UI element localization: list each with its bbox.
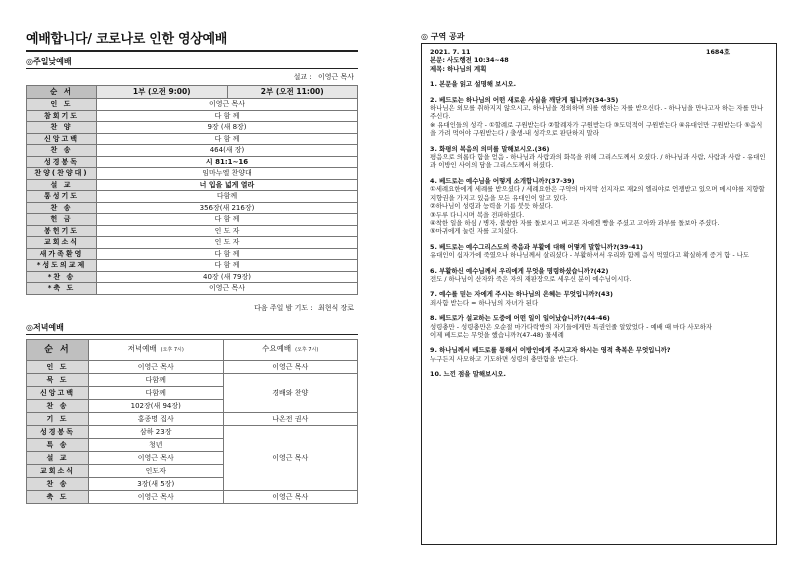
order-label: 찬 송 xyxy=(27,202,97,214)
order-value: 40장 (새 79장) xyxy=(97,271,358,283)
answer-text: ②하나님이 성령과 능력을 기름 붓듯 하셨다. xyxy=(430,202,553,211)
wed-worship: 경배와 찬양 xyxy=(223,373,358,412)
question: 3. 화평의 복음의 의미를 말해보시오.(36) xyxy=(430,144,550,153)
morning-section-label: ◎주일낮예배 xyxy=(26,55,358,69)
answer-text: 죄사함 받는다 = 하나님의 자녀가 된다 xyxy=(430,298,539,307)
table-row xyxy=(27,122,358,134)
order-label: 새가족환영 xyxy=(27,248,97,260)
morning-header-second: 2부 (오전 11:00) xyxy=(227,86,358,99)
question: 8. 베드로가 설교하는 도중에 어떤 일이 일어났습니까?(44-46) xyxy=(430,314,610,323)
question: 5. 베드로는 예수그리스도의 죽음과 부활에 대해 어떻게 말합니까?(39-41) xyxy=(430,242,643,251)
lesson-date: 2021. 7. 11 xyxy=(430,48,471,56)
answer-text: 하나님은 외모를 취하지지 않으시고, 하나님을 경외하며 의를 행하는 자를 받으신다. - 하나님을 만나고자 하는 자를 만나주신다. xyxy=(430,104,764,121)
table-row xyxy=(27,145,358,157)
morning-order-table xyxy=(26,85,358,295)
morning-header-row xyxy=(27,86,358,99)
table-row xyxy=(27,133,358,145)
order-value: 다함께 xyxy=(97,191,358,203)
evening-header-sunday: 저녁예배 (오후 7시) xyxy=(89,339,224,360)
order-label: 신앙고백 xyxy=(27,133,97,145)
wed-prayer: 나온전 권사 xyxy=(223,412,358,425)
left-column xyxy=(26,28,358,504)
answer-text: 평음으로 의롭다 함을 얻음 - 하나님과 사람과의 화목을 위해 그리스도께서 오셨다. / 하나님과 사람, 사람과 사람 - 유대인과 이방인 사이의 담을 그리스도께서 허셨다. xyxy=(430,153,766,170)
order-label: 인 도 xyxy=(27,99,97,111)
order-value: 인 도 자 xyxy=(97,225,358,237)
order-label: 찬 양 xyxy=(27,122,97,134)
question-list xyxy=(430,80,768,378)
order-value: 임마누엘 찬양대 xyxy=(97,168,358,180)
table-row xyxy=(27,225,358,237)
order-value: 시 81:1~16 xyxy=(97,156,358,168)
evening-header-wednesday: 수요예배 (오후 7시) xyxy=(223,339,358,360)
table-row xyxy=(27,214,358,226)
table-row: 찬 송 102장(새 94장) xyxy=(27,399,358,412)
table-row xyxy=(27,248,358,260)
order-label: 찬양(찬양대) xyxy=(27,168,97,180)
order-value: 다 함 께 xyxy=(97,133,358,145)
right-column xyxy=(421,30,777,545)
question: 2. 베드로는 하나님의 어떤 새로운 사실을 깨닫게 됩니까?(34-35) xyxy=(430,95,619,104)
order-label: *찬 송 xyxy=(27,271,97,283)
order-value: 다 함 께 xyxy=(97,248,358,260)
order-label: 봉헌기도 xyxy=(27,225,97,237)
preacher-name: 이영근 목사 xyxy=(317,73,354,81)
table-row xyxy=(27,283,358,295)
table-row: 설 교 이영근 목사 xyxy=(27,451,358,464)
table-row xyxy=(27,110,358,122)
table-row xyxy=(27,260,358,272)
answer-text: 누구든지 사모하고 기도하면 성령의 충만함을 받는다. xyxy=(430,354,579,363)
page-title: 예배합니다/ 코로나로 인한 영상예배 xyxy=(26,28,358,52)
next-prayer-line xyxy=(26,295,358,321)
answer-text: ①세례요한에게 세례를 받으셨다 / 세례요한은 구약의 마지막 선지자로 재2의 엘리야로 언젱받고 있으며 메시야를 지향할 지향권을 가지고 있음을 모든 유대인이 알고 있다. xyxy=(430,185,765,202)
table-row xyxy=(27,237,358,249)
order-label: 설 교 xyxy=(27,179,97,191)
answer-text: 전도 / 하나님이 산자와 죽은 자의 재판장으로 세우신 분이 예수님이시다. xyxy=(430,274,632,283)
table-row: 기 도 홍종명 집사 나온전 권사 xyxy=(27,412,358,425)
evening-section-label: ◎저녁예배 xyxy=(26,321,358,335)
zone-lesson-label: ◎ 구역 공과 xyxy=(421,30,777,44)
question: 4. 베드로는 예수님을 어떻게 소개합니까?(37-39) xyxy=(430,176,575,185)
table-row: 성경봉독 삼하 23장 이영근 목사 xyxy=(27,425,358,438)
table-row xyxy=(27,156,358,168)
preacher-label: 설교 : xyxy=(293,73,312,81)
wed-lead: 이영근 목사 xyxy=(223,360,358,373)
table-row: 인 도 이영근 목사 이영근 목사 xyxy=(27,360,358,373)
order-label: *성도의교제 xyxy=(27,260,97,272)
scripture-ref: 본문: 사도행전 10:34~48 xyxy=(430,56,509,65)
lesson-subject: 제목: 하나님의 계획 xyxy=(430,64,487,73)
order-value: 464(새 장) xyxy=(97,145,358,157)
preacher-line xyxy=(26,69,358,85)
answer-text: 성령충만 - 성령충만은 오순절 마가다락방의 자기들에게만 특권인줄 알았었다 - 예배 때 마다 사모하자 xyxy=(430,322,713,331)
lesson-box xyxy=(421,44,777,545)
table-row xyxy=(27,179,358,191)
next-prayer-name: 최현식 장로 xyxy=(317,303,354,312)
table-row: 묵 도 다함께 경배와 찬양 xyxy=(27,373,358,386)
answer-text: ⑤마귀에게 눌린 자를 고치셨다. xyxy=(430,227,518,236)
morning-header-order: 순 서 xyxy=(27,86,97,99)
order-value: 다 함 께 xyxy=(97,260,358,272)
table-row xyxy=(27,271,358,283)
evening-header-row xyxy=(27,339,358,360)
order-label: 교회소식 xyxy=(27,237,97,249)
question: 6. 부활하신 예수님께서 우리에게 무엇을 명령하셨습니까?(42) xyxy=(430,266,609,275)
table-row: 교회소식 인도자 xyxy=(27,464,358,477)
order-value: 이영근 목사 xyxy=(97,283,358,295)
question: 10. 느낀 점을 말해보시오. xyxy=(430,370,506,379)
order-value: 다 함 께 xyxy=(97,214,358,226)
order-label: *축 도 xyxy=(27,283,97,295)
question: 9. 하나님께서 베드로를 통해서 이방인에게 주시고자 하시는 영적 축복은 무엇입니까? xyxy=(430,346,671,355)
question: 7. 예수를 믿는 자에게 주시는 하나님의 은혜는 무엇입니까?(43) xyxy=(430,290,613,299)
order-value: 356장(새 216장) xyxy=(97,202,358,214)
table-row xyxy=(27,99,358,111)
table-row: 축 도 이영근 목사 이영근 목사 xyxy=(27,490,358,503)
answer-text: ※ 유대인들의 성각 - ①할례로 구원받는다 ②할례자가 구원받는다 ③도덕적이 구원받는다 ④유대인만 구원받는다 ⑤음식을 가려 먹어야 구원받는다 / 출생-내 성각으로 판단하지 말라 xyxy=(430,120,763,138)
order-label: 참회기도 xyxy=(27,110,97,122)
table-row xyxy=(27,202,358,214)
table-row xyxy=(27,168,358,180)
question: 1. 본문을 읽고 설명해 보시오. xyxy=(430,80,517,89)
answer-text: 유대인이 십자가에 죽였으나 하나님께서 살리셨다 - 부활하셔서 우리와 함께 음식 먹였다고 확실하게 증거 함 - 나도 xyxy=(430,251,750,260)
issue-number: 1684호 xyxy=(706,48,730,56)
order-value: 다 함 께 xyxy=(97,110,358,122)
order-label: 성경봉독 xyxy=(27,156,97,168)
morning-header-first: 1부 (오전 9:00) xyxy=(97,86,228,99)
order-value: 인 도 자 xyxy=(97,237,358,249)
wed-preacher: 이영근 목사 xyxy=(223,425,358,490)
order-value: 너 입을 넓게 열라 xyxy=(97,179,358,191)
table-row xyxy=(27,191,358,203)
answer-text: ③두루 다니시며 복을 전파하셨다. xyxy=(430,210,525,219)
order-value: 이영근 목사 xyxy=(97,99,358,111)
order-label: 통성기도 xyxy=(27,191,97,203)
next-prayer-label: 다음 주일 밤 기도 : xyxy=(254,303,313,312)
answer-text: 이제 베드로는 무엇을 했습니까?(47-48) 물세례 xyxy=(430,330,564,339)
table-row: 특 송 청년 xyxy=(27,438,358,451)
order-label: 헌 금 xyxy=(27,214,97,226)
answer-text: ④착한 일을 하심 / 병자, 불쌍한 자를 돌보시고 버고픈 자에겐 빵을 주셨고 고아와 과부를 돌보아 주셨다. xyxy=(430,218,720,227)
wed-blessing: 이영근 목사 xyxy=(223,490,358,503)
table-row: 신앙고백 다함께 xyxy=(27,386,358,399)
table-row: 찬 송 3장(새 5장) xyxy=(27,477,358,490)
order-value: 9장 (새 8장) xyxy=(97,122,358,134)
evening-header-order: 순 서 xyxy=(27,339,89,360)
evening-order-table xyxy=(26,339,358,504)
order-label: 찬 송 xyxy=(27,145,97,157)
